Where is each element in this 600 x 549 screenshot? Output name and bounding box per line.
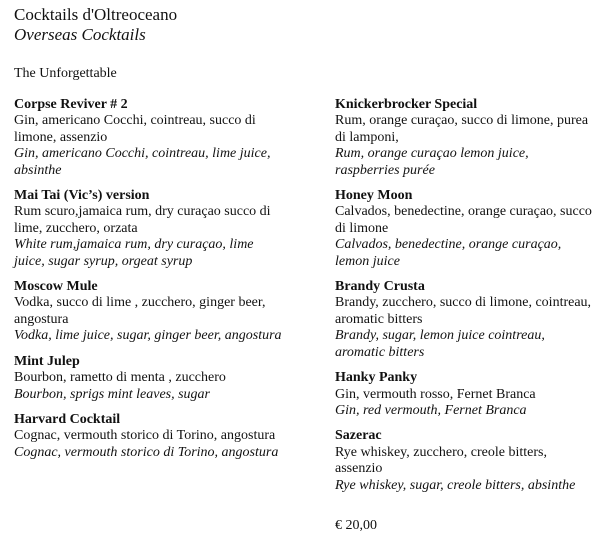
ingredients-italian: Rum scuro,jamaica rum, dry curaçao succo di lime, zucchero, orzata: [14, 204, 271, 236]
ingredients-italian: Brandy, zucchero, succo di limone, cointreau, aromatic bitters: [335, 295, 592, 327]
ingredients-english: Cognac, vermouth storico di Torino, angostura: [14, 444, 279, 460]
left-column: [14, 97, 284, 470]
menu-item: [14, 188, 284, 270]
right-column: [335, 97, 595, 503]
menu-item: [335, 279, 595, 361]
ingredients-english: Rum, orange curaçao lemon juice, raspberries purée: [335, 146, 529, 178]
ingredients-english: Calvados, benedectine, orange curaçao, lemon juice: [335, 237, 562, 269]
cocktail-name: Honey Moon: [335, 188, 413, 204]
ingredients-italian: Gin, vermouth rosso, Fernet Branca: [335, 386, 536, 402]
ingredients-english: Bourbon, sprigs mint leaves, sugar: [14, 386, 210, 402]
menu-item: [335, 428, 595, 494]
ingredients-english: Rye whiskey, sugar, creole bitters, absinthe: [335, 477, 576, 493]
cocktail-name: Moscow Mule: [14, 279, 98, 295]
section-heading: The Unforgettable: [14, 66, 117, 81]
cocktail-name: Mint Julep: [14, 353, 80, 369]
menu-item: [14, 412, 284, 461]
menu-item: [335, 188, 595, 270]
menu-item: [335, 97, 595, 179]
ingredients-italian: Vodka, succo di lime , zucchero, ginger beer, angostura: [14, 295, 266, 327]
menu-item: [14, 97, 284, 179]
ingredients-english: White rum,jamaica rum, dry curaçao, lime juice, sugar syrup, orgeat syrup: [14, 237, 254, 269]
menu-item: [335, 370, 595, 419]
ingredients-italian: Rye whiskey, zucchero, creole bitters, assenzio: [335, 444, 547, 477]
price: € 20,00: [335, 518, 377, 533]
cocktail-name: Mai Tai (Vic’s) version: [14, 188, 150, 204]
menu-item: [14, 279, 284, 345]
cocktail-name: Corpse Reviver # 2: [14, 97, 128, 112]
menu-item: [14, 354, 284, 403]
ingredients-english: Gin, americano Cocchi, cointreau, lime juice, absinthe: [14, 146, 271, 178]
cocktail-name: Sazerac: [335, 428, 382, 444]
ingredients-english: Vodka, lime juice, sugar, ginger beer, angostura: [14, 328, 282, 344]
ingredients-english: Brandy, sugar, lemon juice cointreau, aromatic bitters: [335, 328, 545, 360]
ingredients-italian: Cognac, vermouth storico di Torino, angostura: [14, 428, 276, 444]
menu-title: Cocktails d'Oltreoceano: [14, 5, 178, 24]
ingredients-italian: Gin, americano Cocchi, cointreau, succo di limone, assenzio: [14, 113, 256, 145]
ingredients-english: Gin, red vermouth, Fernet Branca: [335, 402, 527, 418]
ingredients-italian: Rum, orange curaçao, succo di limone, purea di lamponi,: [335, 113, 589, 145]
ingredients-italian: Bourbon, rametto di menta , zucchero: [14, 370, 226, 386]
menu-subtitle: Overseas Cocktails: [14, 25, 146, 44]
cocktail-name: Hanky Panky: [335, 370, 418, 386]
cocktail-name: Harvard Cocktail: [14, 411, 121, 427]
ingredients-italian: Calvados, benedectine, orange curaçao, succo di limone: [335, 204, 592, 236]
cocktail-name: Brandy Crusta: [335, 279, 425, 295]
cocktail-name: Knickerbrocker Special: [335, 97, 478, 112]
